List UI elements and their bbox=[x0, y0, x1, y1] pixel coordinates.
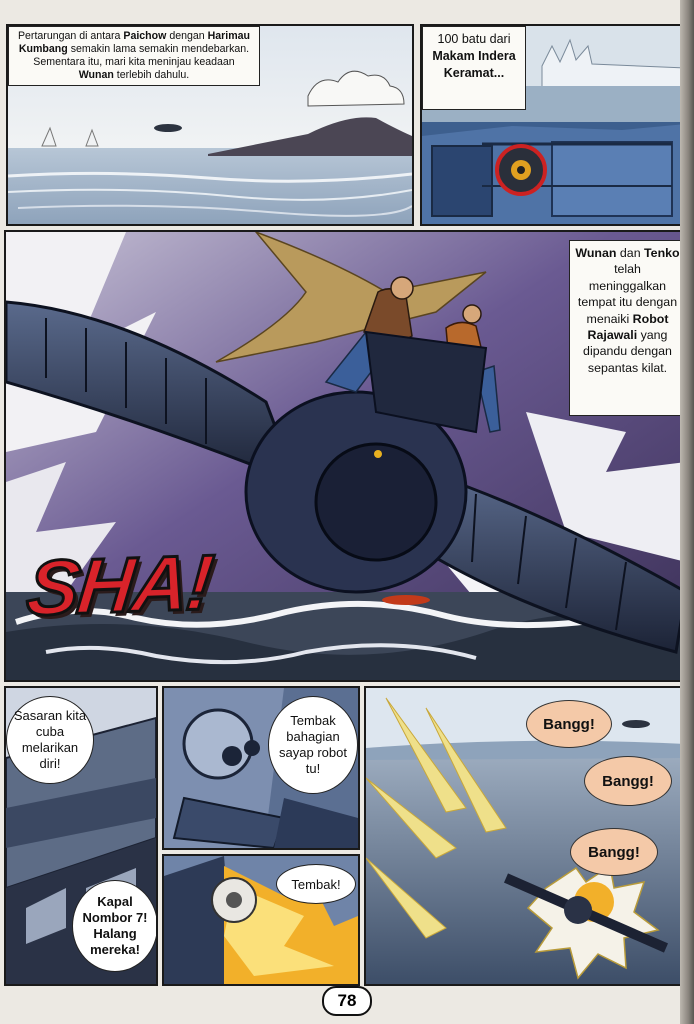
panel-robot-closeup bbox=[420, 24, 688, 226]
bubble-shoot-wing-text: Tembak bahagian sayap robot tu! bbox=[279, 713, 347, 776]
panel3-caption-part: Tenko bbox=[644, 246, 680, 260]
panel-cannon bbox=[162, 686, 360, 850]
bubble-shoot-wing bbox=[268, 696, 358, 794]
page-number: 78 bbox=[322, 986, 372, 1016]
panel3-caption-part: yang dipandu dengan sepantas kilat. bbox=[583, 328, 672, 375]
panel3-caption-part: dan bbox=[616, 246, 645, 260]
panel1-caption-part: Harimau Kumbang bbox=[18, 30, 251, 55]
panel-seascape bbox=[6, 24, 414, 226]
sound-effect-sha: SHA! bbox=[23, 537, 216, 633]
panel1-caption bbox=[8, 26, 260, 86]
panel1-caption-part: Paichow bbox=[123, 30, 167, 42]
bang-bubble-3 bbox=[570, 828, 658, 876]
page-edge bbox=[680, 0, 694, 1024]
panel2-caption-line1: 100 batu dari bbox=[437, 32, 511, 46]
bang-bubble-2-text: Bangg! bbox=[602, 772, 654, 790]
bubble-shoot bbox=[276, 864, 356, 904]
bubble-ship-seven bbox=[72, 880, 158, 972]
panel1-caption-part: Pertarungan di antara bbox=[17, 30, 124, 42]
bubble-target-escaping-text: Sasaran kita cuba melarikan diri! bbox=[13, 708, 87, 771]
panel1-caption-text bbox=[18, 30, 250, 81]
panel3-caption bbox=[569, 240, 686, 416]
panel2-caption-bold: Makam Indera Keramat... bbox=[432, 49, 516, 80]
panel3-caption-part: Wunan bbox=[575, 246, 617, 260]
panel3-caption-text bbox=[575, 246, 679, 375]
panel3-caption-part: telah meninggalkan tempat itu dengan menaiki bbox=[577, 262, 678, 326]
panel1-caption-part: dengan bbox=[166, 30, 208, 42]
panel1-caption-part: Wunan bbox=[78, 69, 114, 81]
panel-explosions bbox=[364, 686, 688, 986]
bubble-target-escaping bbox=[6, 696, 94, 784]
bang-bubble-3-text: Bangg! bbox=[588, 843, 640, 861]
panel-pursuit-ship bbox=[4, 686, 158, 986]
panel2-caption bbox=[422, 26, 526, 110]
bubble-shoot-text: Tembak! bbox=[291, 876, 341, 892]
bang-bubble-1-text: Bangg! bbox=[543, 715, 595, 733]
bang-bubble-2 bbox=[584, 756, 672, 806]
panel3-caption-part: Robot Rajawali bbox=[587, 311, 669, 343]
bang-bubble-1 bbox=[526, 700, 612, 748]
panel-firing bbox=[162, 854, 360, 986]
panel1-caption-part: semakin lama semakin mendebarkan. Sementara itu, mari kita meninjau keadaan bbox=[33, 43, 250, 68]
panel1-caption-part: terlebih dahulu. bbox=[113, 69, 190, 81]
bubble-ship-seven-text: Kapal Nombor 7! Halang mereka! bbox=[82, 894, 148, 957]
